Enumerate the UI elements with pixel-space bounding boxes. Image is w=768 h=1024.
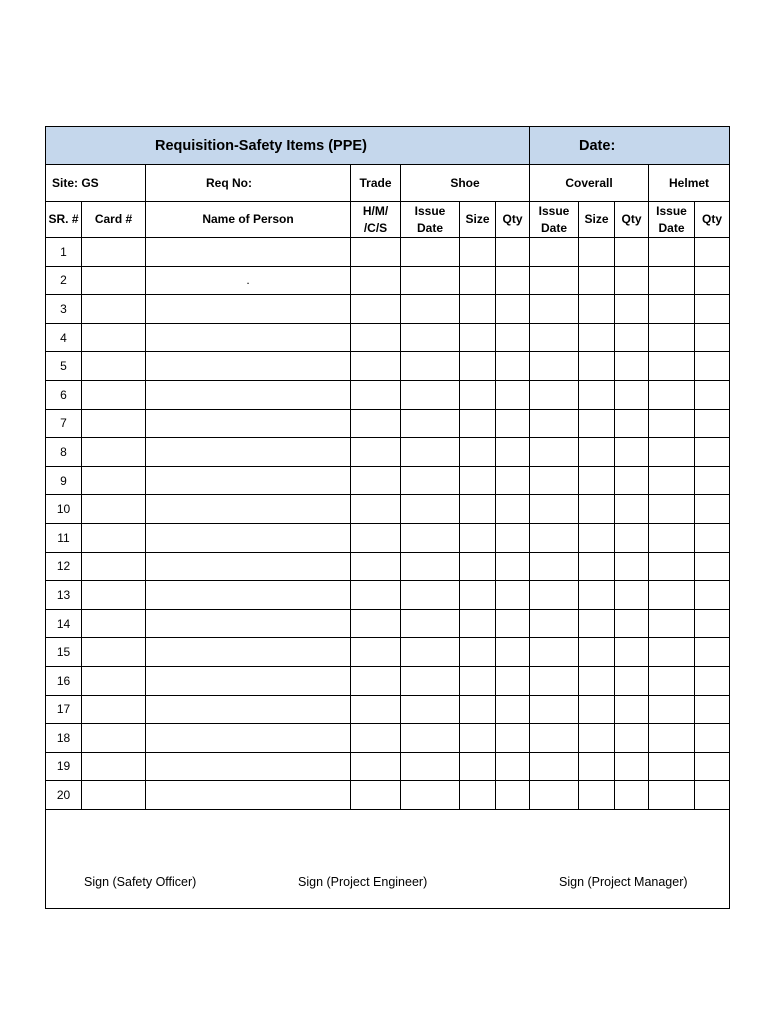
cell-shoe-issue-date[interactable]: [401, 609, 460, 638]
cell-card[interactable]: [82, 295, 146, 324]
cell-helmet-issue-date[interactable]: [649, 752, 695, 781]
cell-shoe-qty[interactable]: [496, 295, 530, 324]
cell-coverall-size[interactable]: [579, 323, 615, 352]
cell-trade-codes[interactable]: [351, 581, 401, 610]
cell-shoe-qty[interactable]: [496, 523, 530, 552]
table-row: [46, 438, 730, 467]
cell-helmet-qty[interactable]: [695, 552, 730, 581]
table-row: [46, 581, 730, 610]
table-row: [46, 495, 730, 524]
cell-coverall-size[interactable]: [579, 380, 615, 409]
cell-helmet-qty[interactable]: [695, 638, 730, 667]
cell-coverall-issue-date[interactable]: [530, 666, 579, 695]
cell-coverall-qty[interactable]: [615, 352, 649, 381]
col-coverall-qty-header: Qty: [615, 202, 649, 238]
cell-shoe-issue-date[interactable]: [401, 466, 460, 495]
cell-shoe-issue-date[interactable]: [401, 695, 460, 724]
cell-shoe-size[interactable]: [460, 666, 496, 695]
cell-shoe-qty[interactable]: [496, 323, 530, 352]
cell-coverall-issue-date[interactable]: [530, 409, 579, 438]
table-row: [46, 781, 730, 810]
cell-card[interactable]: [82, 466, 146, 495]
cell-shoe-size[interactable]: [460, 581, 496, 610]
cell-coverall-size[interactable]: [579, 638, 615, 667]
cell-card[interactable]: [82, 552, 146, 581]
cell-coverall-issue-date[interactable]: [530, 581, 579, 610]
cell-coverall-size[interactable]: [579, 552, 615, 581]
table-row: [46, 695, 730, 724]
cell-coverall-size[interactable]: [579, 266, 615, 295]
cell-shoe-size[interactable]: [460, 609, 496, 638]
cell-helmet-issue-date[interactable]: [649, 781, 695, 810]
cell-helmet-issue-date[interactable]: [649, 295, 695, 324]
cell-coverall-qty[interactable]: [615, 781, 649, 810]
table-row: [46, 352, 730, 381]
cell-trade-codes[interactable]: [351, 724, 401, 753]
row-number: 18: [46, 724, 82, 753]
cell-card[interactable]: [82, 523, 146, 552]
cell-coverall-issue-date[interactable]: [530, 238, 579, 267]
site-label: Site: GS: [46, 165, 146, 202]
cell-trade-codes[interactable]: [351, 266, 401, 295]
cell-name[interactable]: [146, 523, 351, 552]
cell-helmet-qty[interactable]: [695, 238, 730, 267]
cell-coverall-qty[interactable]: [615, 695, 649, 724]
cell-name[interactable]: [146, 752, 351, 781]
cell-shoe-qty[interactable]: [496, 581, 530, 610]
table-row: [46, 523, 730, 552]
table-row: [46, 752, 730, 781]
cell-coverall-qty[interactable]: [615, 638, 649, 667]
cell-shoe-issue-date[interactable]: [401, 438, 460, 467]
cell-name[interactable]: [146, 238, 351, 267]
cell-trade-codes[interactable]: [351, 352, 401, 381]
cell-trade-codes[interactable]: [351, 695, 401, 724]
column-header-row: [46, 202, 730, 238]
cell-helmet-qty[interactable]: [695, 266, 730, 295]
cell-trade-codes[interactable]: [351, 466, 401, 495]
cell-coverall-size[interactable]: [579, 752, 615, 781]
cell-helmet-issue-date[interactable]: [649, 380, 695, 409]
shoe-group-label: Shoe: [401, 165, 530, 202]
cell-name[interactable]: [146, 609, 351, 638]
cell-card[interactable]: [82, 781, 146, 810]
cell-shoe-qty[interactable]: [496, 666, 530, 695]
cell-card[interactable]: [82, 638, 146, 667]
col-shoe-issue-date-header: Issue Date: [401, 202, 460, 238]
cell-card[interactable]: [82, 323, 146, 352]
cell-shoe-size[interactable]: [460, 323, 496, 352]
cell-coverall-issue-date[interactable]: [530, 552, 579, 581]
col-trade-codes-header: H/M/ /C/S: [351, 202, 401, 238]
cell-shoe-size[interactable]: [460, 238, 496, 267]
row-number: 7: [46, 409, 82, 438]
cell-helmet-issue-date[interactable]: [649, 666, 695, 695]
cell-card[interactable]: [82, 409, 146, 438]
cell-shoe-qty[interactable]: [496, 409, 530, 438]
col-helmet-qty-header: Qty: [695, 202, 730, 238]
cell-name[interactable]: [146, 724, 351, 753]
entry-rows: [46, 238, 730, 810]
cell-trade-codes[interactable]: [351, 666, 401, 695]
cell-coverall-issue-date[interactable]: [530, 638, 579, 667]
cell-name[interactable]: [146, 352, 351, 381]
cell-name[interactable]: [146, 323, 351, 352]
cell-shoe-qty[interactable]: [496, 552, 530, 581]
cell-helmet-issue-date[interactable]: [649, 724, 695, 753]
row-number: 10: [46, 495, 82, 524]
cell-shoe-issue-date[interactable]: [401, 238, 460, 267]
cell-helmet-qty[interactable]: [695, 495, 730, 524]
cell-coverall-issue-date[interactable]: [530, 266, 579, 295]
table-row: [46, 638, 730, 667]
cell-shoe-size[interactable]: [460, 638, 496, 667]
row-number: 17: [46, 695, 82, 724]
cell-coverall-qty[interactable]: [615, 295, 649, 324]
cell-trade-codes[interactable]: [351, 523, 401, 552]
cell-coverall-qty[interactable]: [615, 323, 649, 352]
cell-helmet-qty[interactable]: [695, 438, 730, 467]
cell-name[interactable]: [146, 409, 351, 438]
cell-coverall-qty[interactable]: [615, 609, 649, 638]
cell-name[interactable]: [146, 438, 351, 467]
cell-shoe-qty[interactable]: [496, 781, 530, 810]
cell-shoe-size[interactable]: [460, 752, 496, 781]
cell-shoe-qty[interactable]: [496, 438, 530, 467]
cell-coverall-issue-date[interactable]: [530, 724, 579, 753]
cell-coverall-size[interactable]: [579, 438, 615, 467]
cell-coverall-issue-date[interactable]: [530, 752, 579, 781]
cell-shoe-issue-date[interactable]: [401, 380, 460, 409]
row-number: 12: [46, 552, 82, 581]
cell-helmet-qty[interactable]: [695, 666, 730, 695]
row-number: 1: [46, 238, 82, 267]
cell-shoe-issue-date[interactable]: [401, 581, 460, 610]
cell-shoe-size[interactable]: [460, 495, 496, 524]
cell-coverall-size[interactable]: [579, 295, 615, 324]
date-label: Date:: [530, 127, 730, 165]
cell-shoe-issue-date[interactable]: [401, 724, 460, 753]
row-number: 4: [46, 323, 82, 352]
cell-coverall-size[interactable]: [579, 581, 615, 610]
cell-coverall-size[interactable]: [579, 352, 615, 381]
cell-coverall-size[interactable]: [579, 523, 615, 552]
cell-coverall-size[interactable]: [579, 466, 615, 495]
cell-shoe-qty[interactable]: [496, 638, 530, 667]
cell-name[interactable]: [146, 638, 351, 667]
cell-shoe-qty[interactable]: [496, 380, 530, 409]
cell-trade-codes[interactable]: [351, 552, 401, 581]
cell-shoe-qty[interactable]: [496, 695, 530, 724]
form-title: Requisition-Safety Items (PPE): [46, 127, 530, 165]
cell-trade-codes[interactable]: [351, 438, 401, 467]
cell-name[interactable]: [146, 781, 351, 810]
cell-helmet-qty[interactable]: [695, 581, 730, 610]
cell-shoe-size[interactable]: [460, 409, 496, 438]
cell-name[interactable]: [146, 295, 351, 324]
cell-trade-codes[interactable]: [351, 295, 401, 324]
cell-helmet-qty[interactable]: [695, 380, 730, 409]
cell-shoe-qty[interactable]: [496, 352, 530, 381]
cell-shoe-issue-date[interactable]: [401, 495, 460, 524]
cell-card[interactable]: [82, 724, 146, 753]
cell-coverall-qty[interactable]: [615, 238, 649, 267]
cell-card[interactable]: [82, 238, 146, 267]
req-no-label: Req No:: [146, 165, 351, 202]
cell-coverall-size[interactable]: [579, 666, 615, 695]
cell-shoe-qty[interactable]: [496, 609, 530, 638]
table-row: [46, 609, 730, 638]
cell-helmet-issue-date[interactable]: [649, 695, 695, 724]
cell-trade-codes[interactable]: [351, 609, 401, 638]
cell-shoe-issue-date[interactable]: [401, 638, 460, 667]
cell-shoe-size[interactable]: [460, 380, 496, 409]
cell-trade-codes[interactable]: [351, 380, 401, 409]
cell-coverall-qty[interactable]: [615, 752, 649, 781]
col-shoe-qty-header: Qty: [496, 202, 530, 238]
cell-shoe-size[interactable]: [460, 466, 496, 495]
cell-coverall-issue-date[interactable]: [530, 323, 579, 352]
sign-project-manager: Sign (Project Manager): [559, 874, 688, 889]
cell-shoe-size[interactable]: [460, 438, 496, 467]
cell-card[interactable]: [82, 266, 146, 295]
cell-coverall-qty[interactable]: [615, 552, 649, 581]
cell-shoe-issue-date[interactable]: [401, 666, 460, 695]
cell-card[interactable]: [82, 695, 146, 724]
cell-shoe-size[interactable]: [460, 724, 496, 753]
cell-card[interactable]: [82, 380, 146, 409]
cell-trade-codes[interactable]: [351, 752, 401, 781]
info-row: [46, 165, 730, 202]
cell-trade-codes[interactable]: [351, 409, 401, 438]
cell-shoe-size[interactable]: [460, 266, 496, 295]
cell-name[interactable]: [146, 266, 351, 295]
table-row: [46, 409, 730, 438]
cell-coverall-size[interactable]: [579, 495, 615, 524]
cell-shoe-qty[interactable]: [496, 266, 530, 295]
cell-coverall-qty[interactable]: [615, 523, 649, 552]
cell-name[interactable]: [146, 552, 351, 581]
col-shoe-size-header: Size: [460, 202, 496, 238]
col-card-header: Card #: [82, 202, 146, 238]
cell-shoe-qty[interactable]: [496, 495, 530, 524]
coverall-group-label: Coverall: [530, 165, 649, 202]
cell-helmet-issue-date[interactable]: [649, 323, 695, 352]
sign-project-engineer: Sign (Project Engineer): [298, 874, 428, 889]
row-number: 5: [46, 352, 82, 381]
cell-helmet-qty[interactable]: [695, 752, 730, 781]
cell-coverall-issue-date[interactable]: [530, 523, 579, 552]
signature-area: [46, 809, 730, 908]
cell-shoe-issue-date[interactable]: [401, 781, 460, 810]
row-number: 6: [46, 380, 82, 409]
cell-coverall-size[interactable]: [579, 609, 615, 638]
row-number: 3: [46, 295, 82, 324]
cell-helmet-issue-date[interactable]: [649, 552, 695, 581]
cell-shoe-qty[interactable]: [496, 752, 530, 781]
cell-helmet-issue-date[interactable]: [649, 438, 695, 467]
cell-name[interactable]: [146, 666, 351, 695]
row-number: 20: [46, 781, 82, 810]
cell-helmet-issue-date[interactable]: [649, 238, 695, 267]
cell-helmet-issue-date[interactable]: [649, 495, 695, 524]
cell-card[interactable]: [82, 438, 146, 467]
cell-card[interactable]: [82, 666, 146, 695]
cell-coverall-qty[interactable]: [615, 581, 649, 610]
row-number: 2: [46, 266, 82, 295]
table-row: [46, 380, 730, 409]
cell-card[interactable]: [82, 495, 146, 524]
row-number: 16: [46, 666, 82, 695]
cell-coverall-issue-date[interactable]: [530, 438, 579, 467]
cell-name[interactable]: [146, 495, 351, 524]
cell-shoe-size[interactable]: [460, 695, 496, 724]
cell-helmet-issue-date[interactable]: [649, 352, 695, 381]
cell-coverall-issue-date[interactable]: [530, 295, 579, 324]
cell-coverall-size[interactable]: [579, 238, 615, 267]
col-coverall-size-header: Size: [579, 202, 615, 238]
cell-coverall-issue-date[interactable]: [530, 352, 579, 381]
table-row: [46, 724, 730, 753]
cell-helmet-qty[interactable]: [695, 323, 730, 352]
cell-coverall-qty[interactable]: [615, 495, 649, 524]
cell-shoe-size[interactable]: [460, 552, 496, 581]
cell-coverall-size[interactable]: [579, 781, 615, 810]
cell-coverall-size[interactable]: [579, 409, 615, 438]
row-number: 11: [46, 523, 82, 552]
cell-coverall-qty[interactable]: [615, 266, 649, 295]
cell-shoe-issue-date[interactable]: [401, 409, 460, 438]
cell-helmet-issue-date[interactable]: [649, 409, 695, 438]
row-number: 8: [46, 438, 82, 467]
cell-name[interactable]: [146, 380, 351, 409]
row-number: 15: [46, 638, 82, 667]
table-row: [46, 466, 730, 495]
cell-helmet-qty[interactable]: [695, 466, 730, 495]
table-row: [46, 238, 730, 267]
cell-shoe-size[interactable]: [460, 781, 496, 810]
cell-trade-codes[interactable]: [351, 238, 401, 267]
cell-coverall-issue-date[interactable]: [530, 466, 579, 495]
col-coverall-issue-date-header: Issue Date: [530, 202, 579, 238]
cell-coverall-issue-date[interactable]: [530, 380, 579, 409]
cell-trade-codes[interactable]: [351, 323, 401, 352]
cell-coverall-issue-date[interactable]: [530, 695, 579, 724]
cell-helmet-issue-date[interactable]: [649, 609, 695, 638]
cell-helmet-issue-date[interactable]: [649, 266, 695, 295]
cell-card[interactable]: [82, 352, 146, 381]
cell-coverall-issue-date[interactable]: [530, 781, 579, 810]
table-row: [46, 323, 730, 352]
cell-helmet-qty[interactable]: [695, 523, 730, 552]
cell-shoe-qty[interactable]: [496, 466, 530, 495]
cell-coverall-qty[interactable]: [615, 724, 649, 753]
cell-helmet-qty[interactable]: [695, 724, 730, 753]
cell-coverall-size[interactable]: [579, 695, 615, 724]
helmet-group-label: Helmet: [649, 165, 730, 202]
cell-shoe-issue-date[interactable]: [401, 523, 460, 552]
col-sr-header: SR. #: [46, 202, 82, 238]
sign-safety-officer: Sign (Safety Officer): [84, 874, 197, 889]
col-name-header: Name of Person: [146, 202, 351, 238]
cell-coverall-qty[interactable]: [615, 666, 649, 695]
table-row: [46, 552, 730, 581]
cell-coverall-issue-date[interactable]: [530, 495, 579, 524]
cell-shoe-size[interactable]: [460, 523, 496, 552]
table-row: [46, 266, 730, 295]
cell-helmet-qty[interactable]: [695, 695, 730, 724]
cell-helmet-qty[interactable]: [695, 781, 730, 810]
cell-helmet-issue-date[interactable]: [649, 523, 695, 552]
cell-shoe-size[interactable]: [460, 295, 496, 324]
col-helmet-issue-date-header: Issue Date: [649, 202, 695, 238]
ppe-requisition-table: [45, 126, 730, 909]
cell-helmet-qty[interactable]: [695, 295, 730, 324]
row-number: 14: [46, 609, 82, 638]
cell-helmet-qty[interactable]: [695, 609, 730, 638]
cell-helmet-issue-date[interactable]: [649, 581, 695, 610]
cell-helmet-qty[interactable]: [695, 409, 730, 438]
trade-label: Trade: [351, 165, 401, 202]
cell-shoe-issue-date[interactable]: [401, 266, 460, 295]
cell-coverall-size[interactable]: [579, 724, 615, 753]
cell-shoe-issue-date[interactable]: [401, 352, 460, 381]
cell-coverall-qty[interactable]: [615, 409, 649, 438]
table-row: [46, 295, 730, 324]
cell-shoe-issue-date[interactable]: [401, 752, 460, 781]
cell-shoe-qty[interactable]: [496, 724, 530, 753]
row-number: 19: [46, 752, 82, 781]
cell-name[interactable]: [146, 466, 351, 495]
cell-helmet-issue-date[interactable]: [649, 466, 695, 495]
cell-trade-codes[interactable]: [351, 781, 401, 810]
cell-coverall-qty[interactable]: [615, 380, 649, 409]
table-row: [46, 666, 730, 695]
row-number: 13: [46, 581, 82, 610]
cell-helmet-issue-date[interactable]: [649, 638, 695, 667]
cell-name[interactable]: [146, 581, 351, 610]
cell-card[interactable]: [82, 581, 146, 610]
cell-trade-codes[interactable]: [351, 495, 401, 524]
cell-card[interactable]: [82, 609, 146, 638]
cell-helmet-qty[interactable]: [695, 352, 730, 381]
cell-shoe-qty[interactable]: [496, 238, 530, 267]
row-number: 9: [46, 466, 82, 495]
cell-shoe-size[interactable]: [460, 352, 496, 381]
signature-row: [46, 809, 730, 908]
cell-coverall-qty[interactable]: [615, 466, 649, 495]
cell-card[interactable]: [82, 752, 146, 781]
cell-shoe-issue-date[interactable]: [401, 295, 460, 324]
cell-shoe-issue-date[interactable]: [401, 323, 460, 352]
cell-coverall-qty[interactable]: [615, 438, 649, 467]
cell-shoe-issue-date[interactable]: [401, 552, 460, 581]
cell-trade-codes[interactable]: [351, 638, 401, 667]
cell-name[interactable]: [146, 695, 351, 724]
title-row: [46, 127, 730, 165]
cell-coverall-issue-date[interactable]: [530, 609, 579, 638]
stray-mark: .: [246, 273, 250, 288]
